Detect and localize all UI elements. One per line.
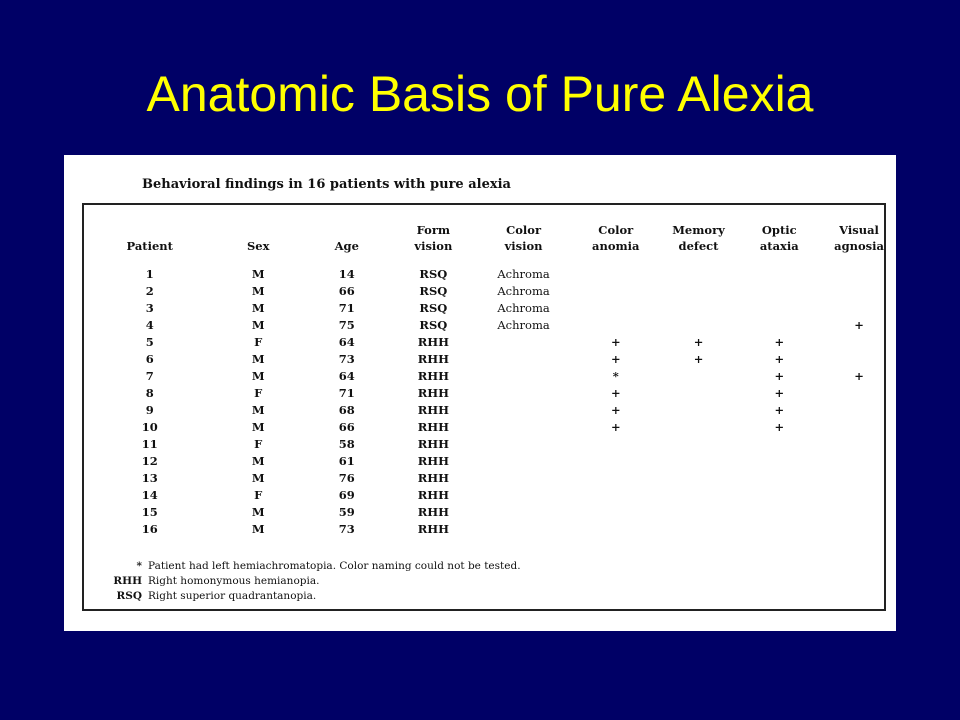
table-cell: 58 — [338, 437, 355, 451]
table-row — [86, 266, 896, 283]
table-cell: 1 — [145, 267, 154, 281]
table-cell — [822, 351, 896, 368]
table-cell: RHH — [417, 420, 450, 434]
table-row — [86, 453, 896, 470]
column-header-line2: defect — [678, 239, 719, 253]
table-cell: M — [251, 403, 265, 417]
table-cell — [476, 419, 571, 436]
table-cell: Achroma — [497, 301, 550, 315]
column-header-line2: vision — [504, 239, 543, 253]
table-cell: 69 — [338, 488, 355, 502]
table-row — [86, 300, 896, 317]
table-cell: 13 — [141, 471, 158, 485]
table-cell — [476, 521, 571, 538]
table-cell — [661, 402, 737, 419]
footnote-text: Right homonymous hemianopia. — [148, 575, 320, 587]
column-header-line2: Sex — [246, 239, 270, 253]
table-cell — [476, 351, 571, 368]
table-cell — [822, 419, 896, 436]
table-cell — [661, 470, 737, 487]
table-row — [86, 419, 896, 436]
table-cell — [661, 521, 737, 538]
table-cell — [571, 470, 661, 487]
table-cell: * — [612, 369, 619, 383]
table-cell: RHH — [417, 369, 450, 383]
table-row — [86, 385, 896, 402]
footnote-text: Right superior quadrantanopia. — [148, 590, 317, 602]
table-cell — [476, 368, 571, 385]
table-cell: 2 — [145, 284, 154, 298]
table-cell — [571, 266, 661, 283]
table-cell — [661, 317, 737, 334]
table-cell — [736, 504, 822, 521]
table-cell: 14 — [338, 267, 355, 281]
table-cell: 76 — [338, 471, 355, 485]
footnote — [104, 574, 521, 589]
table-cell — [822, 453, 896, 470]
table-cell: F — [254, 386, 263, 400]
table-cell — [661, 419, 737, 436]
table-cell: RHH — [417, 488, 450, 502]
table-row — [86, 504, 896, 521]
table-cell: Achroma — [497, 318, 550, 332]
table-cell — [822, 300, 896, 317]
table-cell: + — [693, 352, 704, 366]
table-cell: 61 — [338, 454, 355, 468]
column-header — [736, 222, 822, 266]
table-image — [64, 155, 896, 631]
table-cell — [661, 283, 737, 300]
table-cell: M — [251, 454, 265, 468]
table-row — [86, 283, 896, 300]
table-cell: + — [774, 403, 785, 417]
table-cell: + — [610, 420, 621, 434]
table-cell — [822, 283, 896, 300]
column-header-line1: Form — [416, 223, 451, 237]
table-cell — [736, 436, 822, 453]
table-cell: + — [774, 369, 785, 383]
table-cell: 68 — [338, 403, 355, 417]
footnote-key: * — [136, 560, 142, 572]
table-row — [86, 436, 896, 453]
table-cell: RHH — [417, 437, 450, 451]
table-cell: + — [610, 386, 621, 400]
table-cell: 73 — [338, 522, 355, 536]
table-cell — [661, 368, 737, 385]
table-cell: M — [251, 471, 265, 485]
table-cell — [661, 504, 737, 521]
table-cell: 64 — [338, 369, 355, 383]
table-cell: 5 — [145, 335, 154, 349]
table-cell — [736, 317, 822, 334]
table-cell — [661, 487, 737, 504]
column-header — [86, 222, 213, 266]
table-cell — [736, 300, 822, 317]
table-cell: Achroma — [497, 284, 550, 298]
footnote — [104, 559, 521, 574]
table-cell: + — [774, 335, 785, 349]
table-cell: 4 — [145, 318, 154, 332]
table-cell: + — [774, 352, 785, 366]
table-cell — [736, 487, 822, 504]
table-cell: + — [610, 335, 621, 349]
table-cell — [571, 504, 661, 521]
column-header-line1: Optic — [761, 223, 797, 237]
table-cell: 73 — [338, 352, 355, 366]
footnotes — [104, 559, 521, 604]
table-cell: RHH — [417, 454, 450, 468]
table-cell — [476, 504, 571, 521]
table-cell: RSQ — [419, 267, 448, 281]
table-cell — [571, 283, 661, 300]
table-cell: RSQ — [419, 318, 448, 332]
table-cell: M — [251, 301, 265, 315]
table-cell — [571, 521, 661, 538]
table-cell: M — [251, 522, 265, 536]
table-cell: 12 — [141, 454, 158, 468]
table-cell: M — [251, 505, 265, 519]
table-cell: + — [610, 403, 621, 417]
header-row — [86, 222, 896, 266]
table-cell: 66 — [338, 420, 355, 434]
table-cell: RHH — [417, 352, 450, 366]
table-cell: RHH — [417, 522, 450, 536]
table-cell — [476, 453, 571, 470]
table-cell: M — [251, 284, 265, 298]
table-cell: 75 — [338, 318, 355, 332]
table-cell — [571, 317, 661, 334]
column-header-line1: Color — [506, 223, 542, 237]
table-cell: 15 — [141, 505, 158, 519]
table-cell — [736, 470, 822, 487]
table-cell: M — [251, 352, 265, 366]
table-cell — [571, 300, 661, 317]
table-cell — [822, 521, 896, 538]
table-cell: M — [251, 267, 265, 281]
table-cell: 11 — [141, 437, 158, 451]
table-cell: F — [254, 335, 263, 349]
table-cell: M — [251, 369, 265, 383]
table-cell: + — [854, 318, 864, 332]
table-cell — [736, 283, 822, 300]
table-cell: 8 — [145, 386, 154, 400]
table-caption: Behavioral findings in 16 patients with pure alexia — [142, 177, 511, 192]
table-cell: M — [251, 420, 265, 434]
table-cell: RSQ — [419, 301, 448, 315]
column-header — [661, 222, 737, 266]
table-cell — [476, 402, 571, 419]
table-row — [86, 351, 896, 368]
table-cell — [476, 470, 571, 487]
table-cell: 9 — [145, 403, 154, 417]
table-cell: 59 — [338, 505, 355, 519]
table-cell — [736, 521, 822, 538]
table-cell: 71 — [338, 386, 355, 400]
table-cell — [476, 334, 571, 351]
table-cell: RHH — [417, 471, 450, 485]
column-header — [391, 222, 477, 266]
table-cell — [661, 385, 737, 402]
table-cell: RHH — [417, 386, 450, 400]
table-cell — [822, 334, 896, 351]
footnote-key: RHH — [113, 575, 142, 587]
table-body — [86, 266, 896, 538]
table-cell — [822, 402, 896, 419]
column-header — [303, 222, 391, 266]
table-cell — [822, 385, 896, 402]
table-cell: RHH — [417, 335, 450, 349]
footnote — [104, 589, 521, 604]
table-cell: + — [774, 420, 785, 434]
slide-title: Anatomic Basis of Pure Alexia — [146, 66, 814, 122]
table-cell — [822, 436, 896, 453]
table-cell: RHH — [417, 505, 450, 519]
table-cell: F — [254, 437, 263, 451]
table-cell — [661, 300, 737, 317]
table-cell: 3 — [145, 301, 154, 315]
table-cell — [571, 487, 661, 504]
table-cell: M — [251, 318, 265, 332]
table-cell — [822, 504, 896, 521]
table-row — [86, 521, 896, 538]
column-header-line2: agnosia — [834, 239, 884, 253]
table-cell: 66 — [338, 284, 355, 298]
footnote-key: RSQ — [116, 590, 142, 602]
table-cell — [476, 487, 571, 504]
table-cell: RHH — [417, 403, 450, 417]
findings-table — [86, 222, 896, 538]
column-header-line2: ataxia — [759, 239, 799, 253]
table-cell — [661, 266, 737, 283]
table-row — [86, 317, 896, 334]
table-cell — [571, 453, 661, 470]
column-header-line1: Visual — [839, 223, 879, 237]
table-cell — [822, 470, 896, 487]
column-header-line1: Memory — [672, 223, 725, 237]
table-cell — [822, 487, 896, 504]
table-cell — [736, 453, 822, 470]
column-header — [213, 222, 303, 266]
table-cell: + — [610, 352, 621, 366]
table-cell: + — [774, 386, 785, 400]
column-header-line2: Age — [334, 239, 359, 253]
column-header-line1: Color — [598, 223, 634, 237]
table-cell: 14 — [141, 488, 158, 502]
table-cell: 7 — [145, 369, 154, 383]
table-cell: + — [693, 335, 704, 349]
table-cell: 6 — [145, 352, 154, 366]
table-cell — [476, 436, 571, 453]
table-cell: RSQ — [419, 284, 448, 298]
column-header-line2: anomia — [592, 239, 640, 253]
column-header — [476, 222, 571, 266]
table-row — [86, 368, 896, 385]
table-cell — [571, 436, 661, 453]
table-row — [86, 487, 896, 504]
table-row — [86, 402, 896, 419]
table-cell: F — [254, 488, 263, 502]
table-cell: + — [854, 369, 864, 383]
table-cell — [822, 266, 896, 283]
table-cell — [476, 385, 571, 402]
table-row — [86, 470, 896, 487]
table-cell: 71 — [338, 301, 355, 315]
table-cell — [661, 453, 737, 470]
column-header-line2: vision — [414, 239, 453, 253]
table-row — [86, 334, 896, 351]
table-cell — [661, 436, 737, 453]
table-cell: Achroma — [497, 267, 550, 281]
column-header — [822, 222, 896, 266]
table-cell — [736, 266, 822, 283]
table-cell: 10 — [141, 420, 158, 434]
table-cell: 64 — [338, 335, 355, 349]
footnote-text: Patient had left hemiachromatopia. Color naming could not be tested. — [148, 560, 521, 572]
column-header-line2: Patient — [126, 239, 173, 253]
table-cell: 16 — [141, 522, 158, 536]
column-header — [571, 222, 661, 266]
